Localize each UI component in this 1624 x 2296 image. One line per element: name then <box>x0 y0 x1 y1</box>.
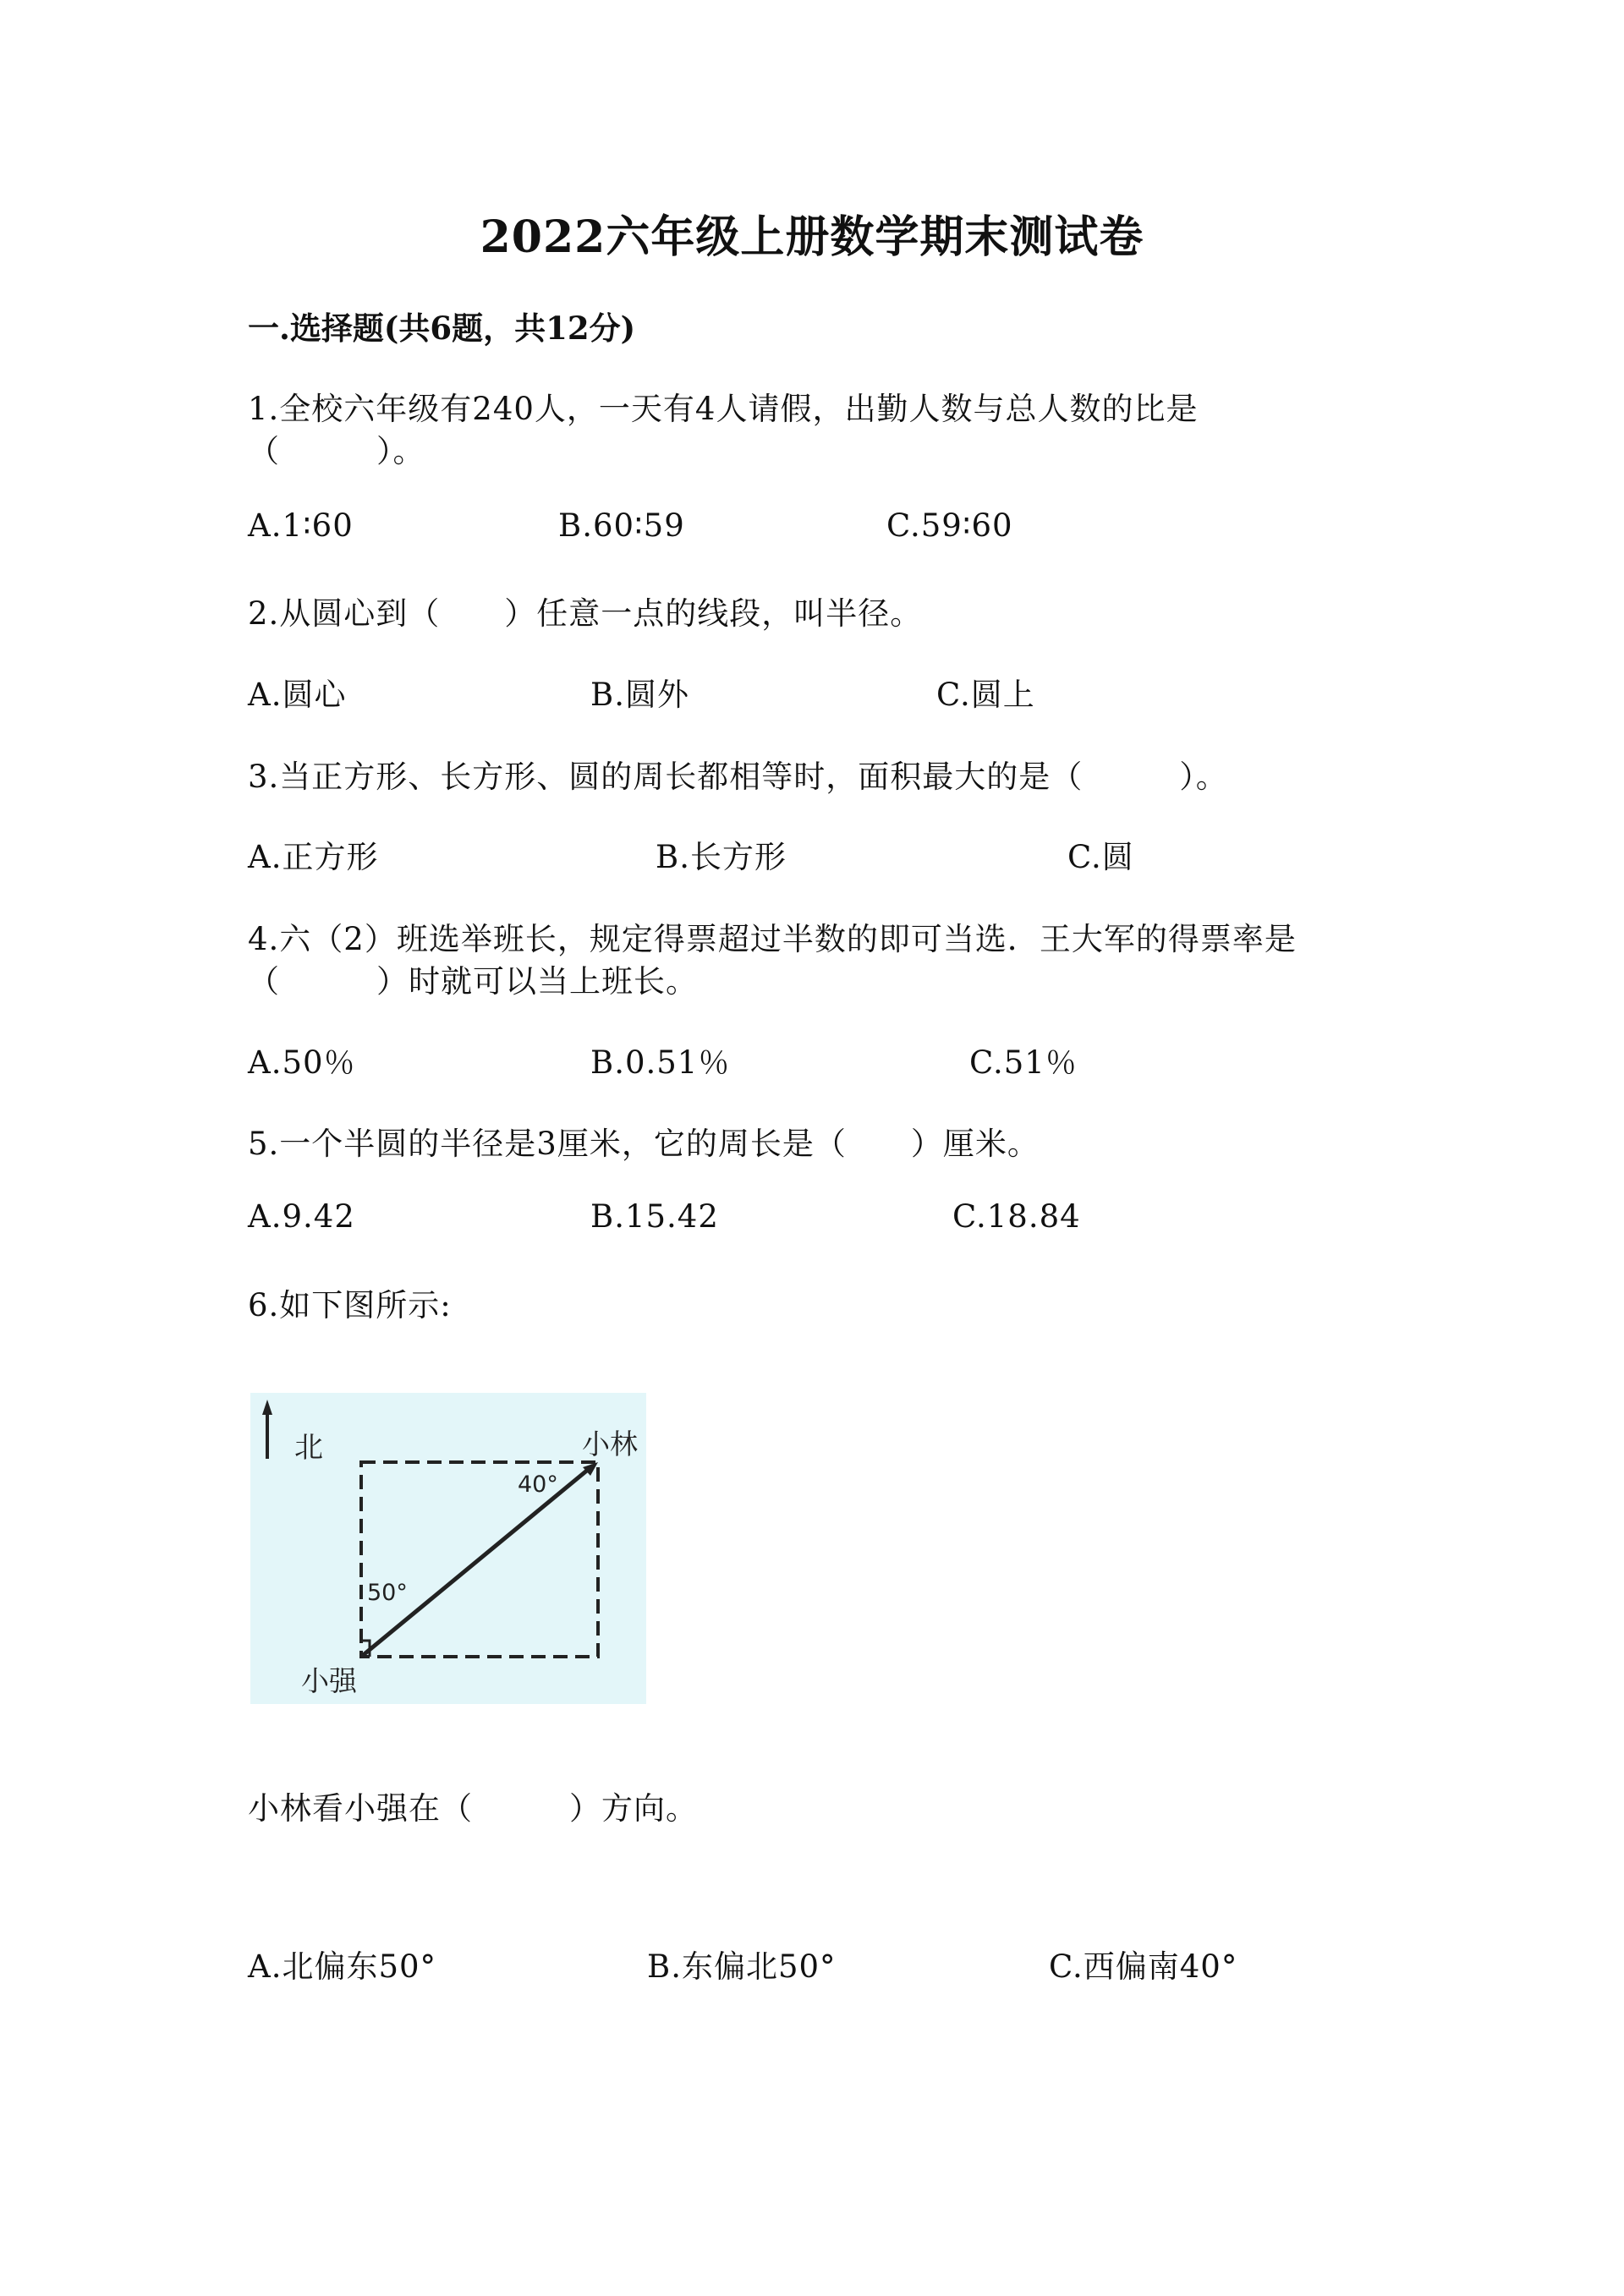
angle-label-top: 40° <box>518 1471 558 1498</box>
angle-label-bottom: 50° <box>367 1580 408 1606</box>
question-3-line-1: 3.当正方形、长方形、圆的周长都相等时，面积最大的是（ ）。 <box>248 759 1228 795</box>
question-4-option-b[interactable]: B.0.51％ <box>590 1044 731 1081</box>
question-4-line-2: （ ）时就可以当上班长。 <box>248 963 698 1000</box>
page-title: 2022六年级上册数学期末测试卷 <box>480 211 1144 263</box>
question-6-sub-question: 小林看小强在（ ）方向。 <box>248 1790 698 1827</box>
question-1-line-1: 1.全校六年级有240人，一天有4人请假，出勤人数与总人数的比是 <box>248 391 1199 427</box>
question-6-option-c[interactable]: C.西偏南40° <box>1049 1948 1238 1985</box>
question-3-option-b[interactable]: B.长方形 <box>656 839 787 875</box>
question-4-option-c[interactable]: C.51％ <box>969 1044 1078 1081</box>
section-heading: 一.选择题(共6题，共12分) <box>248 310 636 347</box>
point-label-xiaoqiang: 小强 <box>301 1664 357 1697</box>
direction-diagram <box>250 1393 646 1704</box>
question-2-option-a[interactable]: A.圆心 <box>248 677 347 713</box>
question-3-option-a[interactable]: A.正方形 <box>248 839 379 875</box>
question-1-option-b[interactable]: B.60∶59 <box>558 507 685 544</box>
question-4-line-1: 4.六（2）班选举班长，规定得票超过半数的即可当选．王大军的得票率是 <box>248 921 1297 957</box>
question-1-option-a[interactable]: A.1∶60 <box>248 507 354 544</box>
question-2-line-1: 2.从圆心到（ ）任意一点的线段，叫半径。 <box>248 595 923 632</box>
question-5-option-c[interactable]: C.18.84 <box>952 1198 1081 1235</box>
question-4-option-a[interactable]: A.50％ <box>248 1044 356 1081</box>
question-6-option-b[interactable]: B.东偏北50° <box>647 1948 837 1985</box>
question-5-line-1: 5.一个半圆的半径是3厘米，它的周长是（ ）厘米。 <box>248 1126 1040 1162</box>
question-3-option-c[interactable]: C.圆 <box>1067 839 1134 875</box>
question-2-option-c[interactable]: C.圆上 <box>936 677 1035 713</box>
question-2-option-b[interactable]: B.圆外 <box>590 677 689 713</box>
question-6-line-1: 6.如下图所示: <box>248 1287 452 1323</box>
question-1-line-2: （ ）。 <box>248 433 425 469</box>
point-label-xiaolin: 小林 <box>582 1427 638 1460</box>
question-1-option-c[interactable]: C.59∶60 <box>886 507 1013 544</box>
question-5-option-a[interactable]: A.9.42 <box>248 1198 355 1235</box>
north-label: 北 <box>294 1431 323 1465</box>
question-6-option-a[interactable]: A.北偏东50° <box>248 1948 437 1985</box>
question-5-option-b[interactable]: B.15.42 <box>590 1198 719 1235</box>
